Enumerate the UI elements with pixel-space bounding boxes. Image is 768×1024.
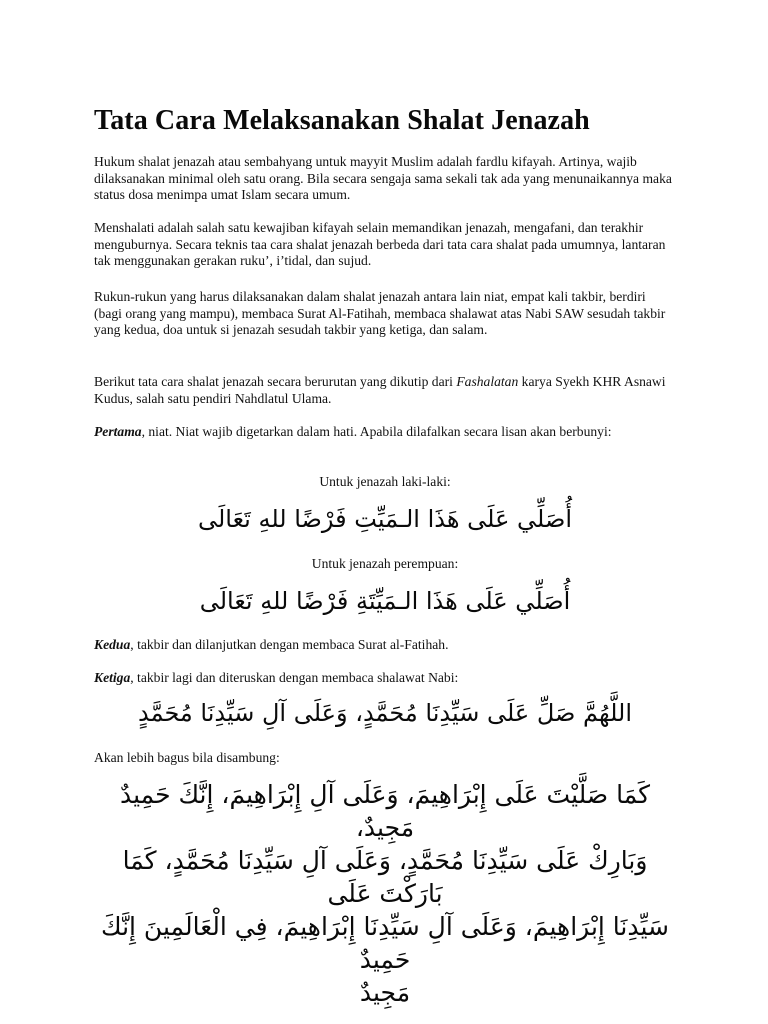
arabic-niat-male: أُصَلِّي عَلَى هَذَا الـمَيِّتِ فَرْضًا للهِ تَعَالَى xyxy=(197,505,573,533)
step-label-ketiga: Ketiga xyxy=(94,670,131,685)
step-label-kedua: Kedua xyxy=(94,637,131,652)
arabic-shalawat: اللَّهُمَّ صَلِّ عَلَى سَيِّدِنَا مُحَمَّدٍ، وَعَلَى آلِ سَيِّدِنَا مُحَمَّدٍ xyxy=(137,699,633,727)
book-title: Fashalatan xyxy=(456,374,519,389)
arabic-line: مَجِيدٌ xyxy=(359,978,411,1007)
paragraph-menshalati: Menshalati adalah salah satu kewajiban kifayah selain memandikan jenazah, mengafani, dan terakhir menguburnya. Secara teknis taa cara shalat jenazah berbeda dari tata cara shalat pada umumnya, lantaran tak menggunakan gerakan ruku’, i’tidal, dan sujud. xyxy=(94,220,666,269)
source-text-after: karya Syekh KHR Asnawi Kudus, salah satu pendiri Nahdlatul Ulama. xyxy=(94,374,666,406)
step-text-pertama: , niat. Niat wajib digetarkan dalam hati. Apabila dilafalkan secara lisan akan berbunyi: xyxy=(141,424,612,439)
paragraph-rukun: Rukun-rukun yang harus dilaksanakan dalam shalat jenazah antara lain niat, empat kali takbir, berdiri (bagi orang yang mampu), membaca Surat Al-Fatihah, membaca shalawat atas Nabi SAW sesudah takbir yang kedua, doa untuk si jenazah sesudah takbir yang ketiga, dan salam. xyxy=(94,289,666,338)
paragraph-pertama xyxy=(94,424,676,441)
arabic-continuation xyxy=(94,778,676,1009)
step-text-ketiga: , takbir lagi dan diteruskan dengan membaca shalawat Nabi: xyxy=(130,670,459,685)
arabic-niat-female: أُصَلِّي عَلَى هَذَا الـمَيِّتَةِ فَرْضًا للهِ تَعَالَى xyxy=(199,587,571,615)
paragraph-hukum: Hukum shalat jenazah atau sembahyang untuk mayyit Muslim adalah fardlu kifayah. Artinya, wajib dilaksanakan minimal oleh satu orang. Bila secara sengaja sama sekali tak ada yang menunaikannya maka status dosa menimpa umat Islam secara umum. xyxy=(94,154,672,203)
paragraph-ketiga xyxy=(94,670,676,687)
source-text-before: Berikut tata cara shalat jenazah secara berurutan yang dikutip dari xyxy=(94,374,457,389)
caption-male: Untuk jenazah laki-laki: xyxy=(319,474,451,489)
paragraph-kedua xyxy=(94,637,676,654)
paragraph-continuation: Akan lebih bagus bila disambung: xyxy=(94,750,280,765)
paragraph-source xyxy=(94,374,676,407)
page-title: Tata Cara Melaksanakan Shalat Jenazah xyxy=(94,105,590,136)
arabic-line: كَمَا صَلَّيْتَ عَلَى إِبْرَاهِيمَ، وَعَلَى آلِ إِبْرَاهِيمَ، إِنَّكَ حَمِيدٌ مَجِيدٌ، xyxy=(119,780,651,842)
caption-female: Untuk jenazah perempuan: xyxy=(311,556,459,571)
step-text-kedua: , takbir dan dilanjutkan dengan membaca Surat al-Fatihah. xyxy=(130,637,449,652)
step-label-pertama: Pertama xyxy=(94,424,142,439)
arabic-line: سَيِّدِنَا إِبْرَاهِيمَ، وَعَلَى آلِ سَيِّدِنَا إِبْرَاهِيمَ، فِي الْعَالَمِينَ إِنَّكَ حَمِيدٌ xyxy=(101,912,669,974)
arabic-line: وَبَارِكْ عَلَى سَيِّدِنَا مُحَمَّدٍ، وَعَلَى آلِ سَيِّدِنَا مُحَمَّدٍ، كَمَا بَارَكْتَ عَلَى xyxy=(122,846,648,908)
